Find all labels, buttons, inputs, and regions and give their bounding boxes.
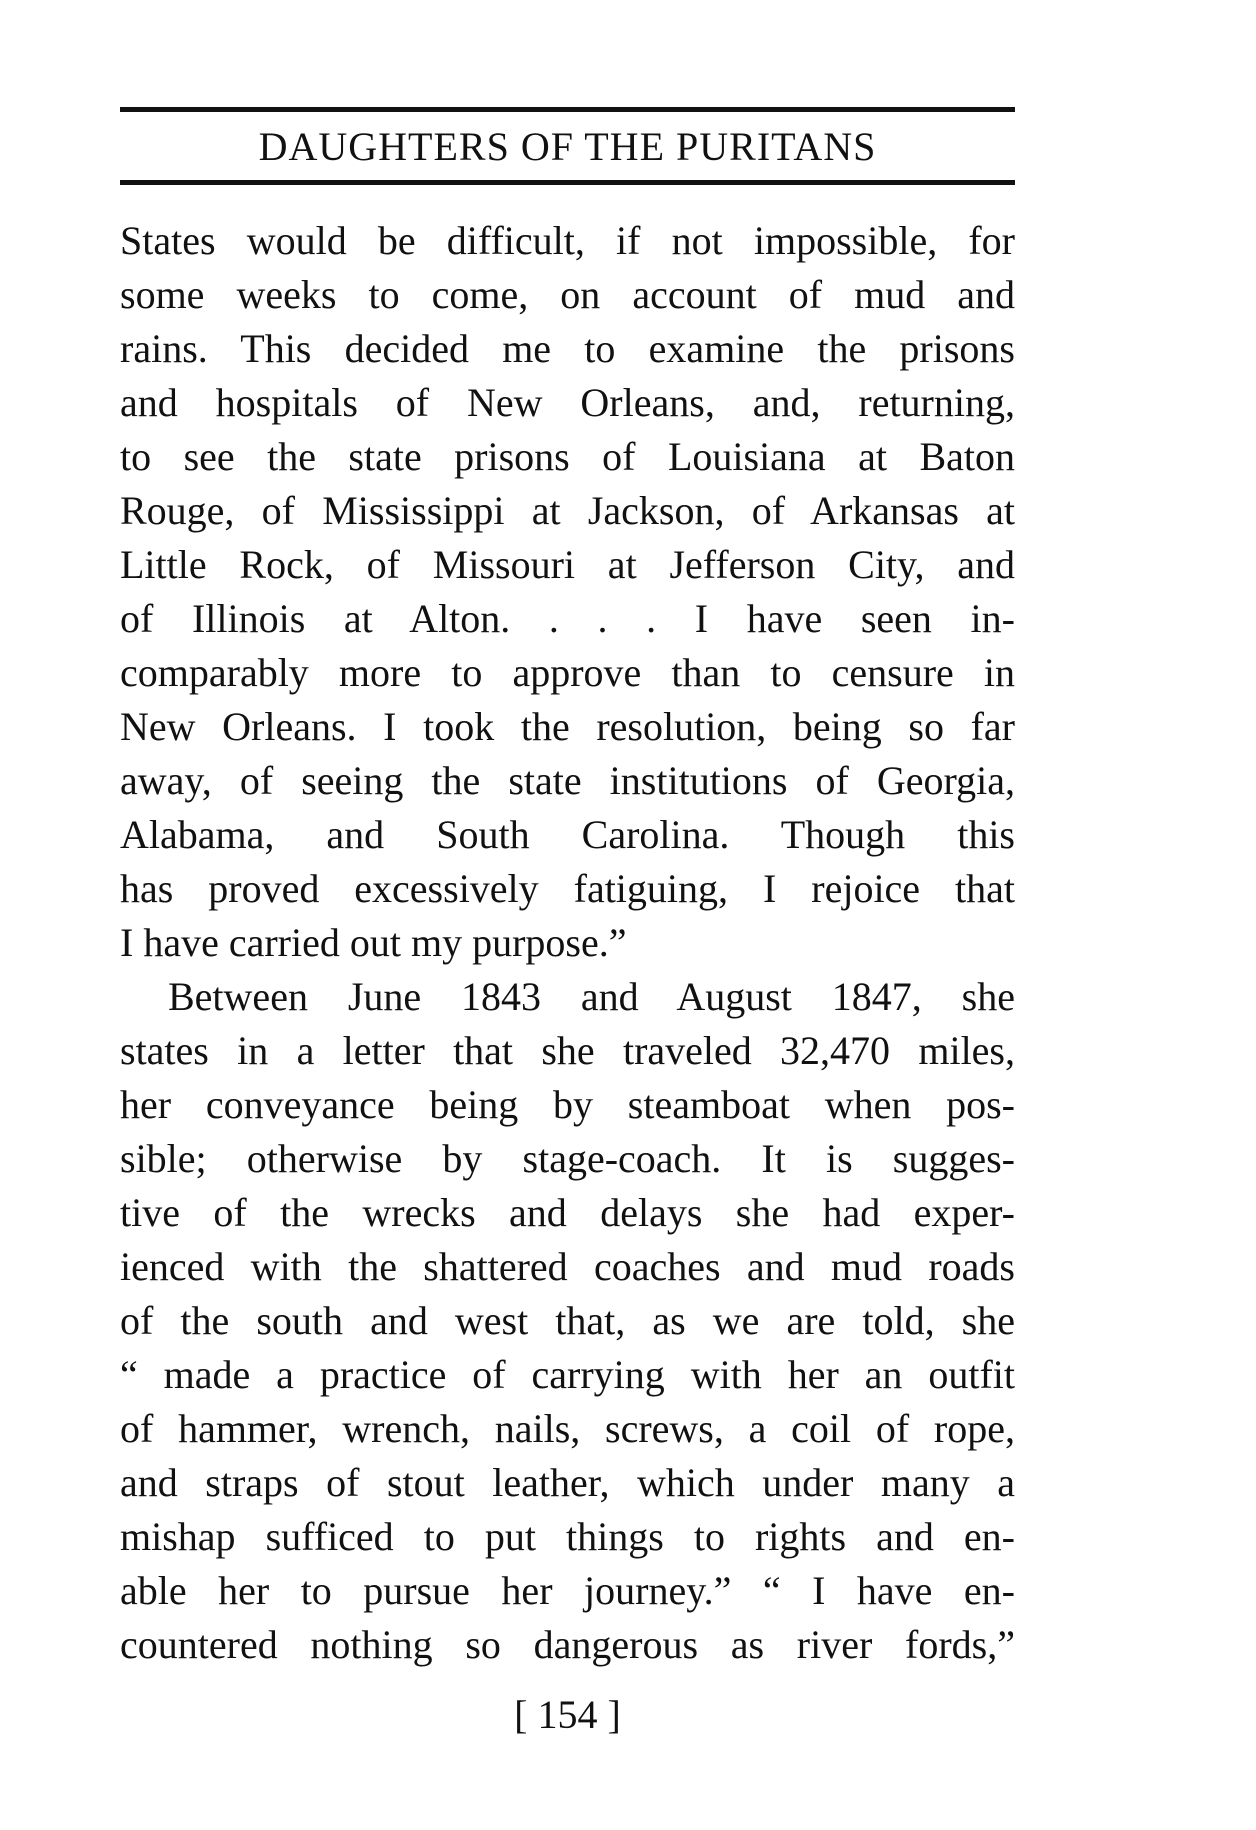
text-line: sible; otherwise by stage-coach. It is sugges- <box>120 1136 1015 1181</box>
text-line: Rouge, of Mississippi at Jackson, of Arkansas at <box>120 488 1015 533</box>
text-line: Alabama, and South Carolina. Though this <box>120 812 1015 857</box>
text-line: and straps of stout leather, which under many a <box>120 1460 1015 1505</box>
text-line: States would be difficult, if not impossible, for <box>120 218 1015 263</box>
text-line: of hammer, wrench, nails, screws, a coil of rope, <box>120 1406 1015 1451</box>
text-line: mishap sufficed to put things to rights and en- <box>120 1514 1015 1559</box>
text-line: rains. This decided me to examine the prisons <box>120 326 1015 371</box>
text-line: of the south and west that, as we are told, she <box>120 1298 1015 1343</box>
text-line: some weeks to come, on account of mud and <box>120 272 1015 317</box>
running-head: DAUGHTERS OF THE PURITANS <box>258 124 877 169</box>
text-line: of Illinois at Alton. . . . I have seen in- <box>120 596 1015 641</box>
text-line: able her to pursue her journey.” “ I have en- <box>120 1568 1015 1613</box>
page-number: [ 154 ] <box>514 1692 621 1737</box>
text-line: countered nothing so dangerous as river fords,” <box>120 1622 1015 1667</box>
text-line: I have carried out my purpose.” <box>120 920 627 965</box>
text-line: New Orleans. I took the resolution, being so far <box>120 704 1015 749</box>
text-line: Little Rock, of Missouri at Jefferson City, and <box>120 542 1015 587</box>
text-line: “ made a practice of carrying with her an outfit <box>120 1352 1015 1397</box>
text-line: tive of the wrecks and delays she had exper- <box>120 1190 1015 1235</box>
header-bottom-rule <box>120 180 1015 185</box>
text-line: and hospitals of New Orleans, and, returning, <box>120 380 1015 425</box>
text-line: away, of seeing the state institutions of Georgia, <box>120 758 1015 803</box>
text-line: ienced with the shattered coaches and mud roads <box>120 1244 1015 1289</box>
header-top-rule <box>120 107 1015 112</box>
text-line: has proved excessively fatiguing, I rejoice that <box>120 866 1015 911</box>
text-line: comparably more to approve than to censure in <box>120 650 1015 695</box>
text-line: her conveyance being by steamboat when pos- <box>120 1082 1015 1127</box>
text-line: states in a letter that she traveled 32,470 miles, <box>120 1028 1015 1073</box>
text-line: to see the state prisons of Louisiana at Baton <box>120 434 1015 479</box>
text-line: Between June 1843 and August 1847, she <box>168 974 1015 1019</box>
body-text <box>120 214 1015 1672</box>
